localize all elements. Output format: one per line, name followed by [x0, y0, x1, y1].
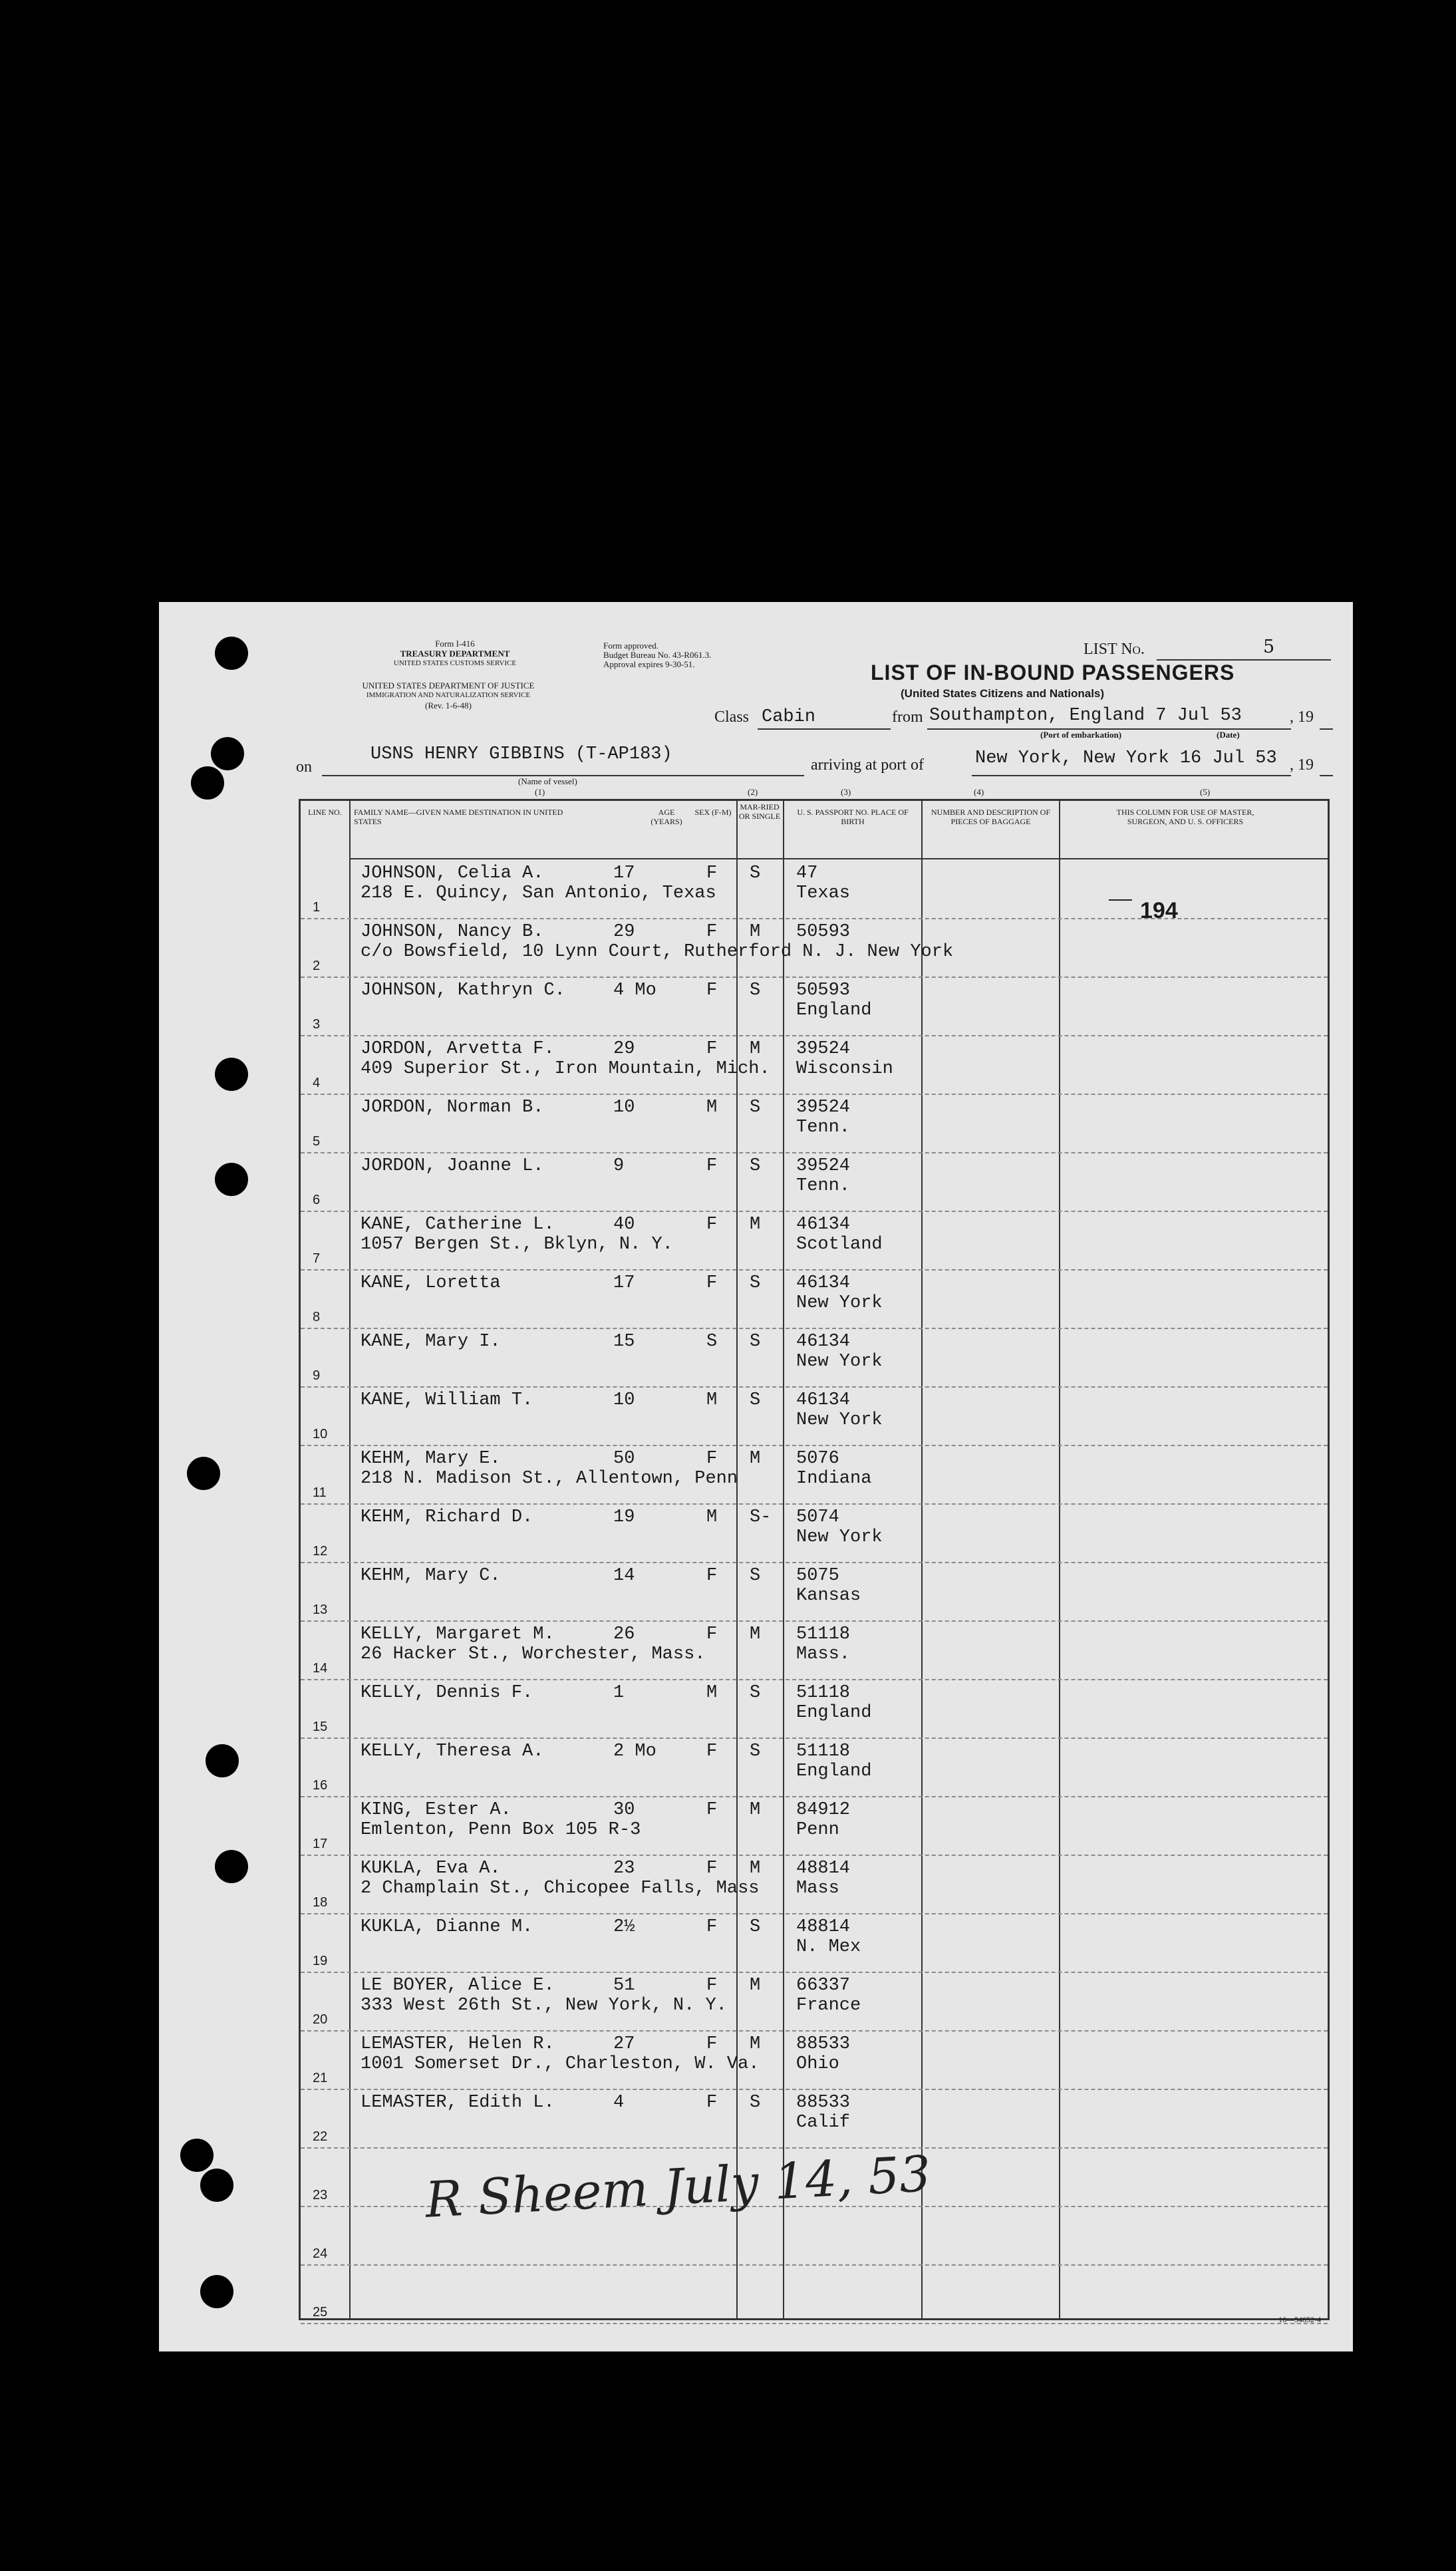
passenger-destination: 26 Hacker St., Worchester, Mass. — [361, 1644, 706, 1664]
passenger-age: 1 — [613, 1683, 625, 1703]
place-of-birth: Tenn. — [796, 1118, 851, 1137]
line-number: 8 — [313, 1310, 321, 1324]
binder-hole — [187, 1457, 220, 1490]
passenger-marital-status: S — [750, 1273, 761, 1293]
table-row — [301, 859, 1328, 919]
passenger-sex: F — [706, 2034, 718, 2054]
line-number: 6 — [313, 1193, 321, 1207]
passenger-destination: 1001 Somerset Dr., Charleston, W. Va. — [361, 2054, 760, 2074]
passenger-sex: F — [706, 1273, 718, 1293]
date-label: (Date) — [1217, 730, 1240, 740]
place-of-birth: Mass — [796, 1879, 839, 1898]
table-row — [301, 1972, 1328, 2032]
passenger-marital-status: M — [750, 1976, 761, 1996]
passport-number: 39524 — [796, 1098, 851, 1118]
line-number: 16 — [313, 1778, 328, 1793]
approval-line-3: Approval expires 9-30-51. — [603, 659, 695, 669]
passenger-name: KANE, William T. — [361, 1390, 533, 1410]
passenger-sex: F — [706, 1741, 718, 1761]
line-number: 11 — [313, 1485, 327, 1500]
table-row — [301, 2089, 1328, 2149]
passenger-age: 29 — [613, 1039, 635, 1059]
passenger-name: KELLY, Dennis F. — [361, 1683, 533, 1703]
passenger-marital-status: M — [750, 1449, 761, 1469]
passenger-name: JORDON, Arvetta F. — [361, 1039, 555, 1059]
passenger-marital-status: S — [750, 981, 761, 1000]
passenger-marital-status: S — [750, 1390, 761, 1410]
passport-number: 88533 — [796, 2034, 851, 2054]
passenger-sex: F — [706, 1215, 718, 1235]
vessel-label: (Name of vessel) — [518, 776, 577, 786]
passport-number: 5075 — [796, 1566, 839, 1586]
passenger-table — [299, 799, 1330, 2320]
place-of-birth: Calif — [796, 2113, 851, 2133]
passenger-age: 10 — [613, 1390, 635, 1410]
place-of-birth: New York — [796, 1293, 883, 1313]
table-row — [301, 1445, 1328, 1505]
line-number: 14 — [313, 1661, 328, 1676]
header-baggage: NUMBER AND DESCRIPTION OF PIECES OF BAGGAGE — [931, 808, 1051, 826]
passenger-age: 50 — [613, 1449, 635, 1469]
year-1: , 19 — [1290, 708, 1314, 726]
passenger-sex: F — [706, 2093, 718, 2113]
passenger-sex: F — [706, 1917, 718, 1937]
passenger-sex: M — [706, 1683, 718, 1703]
passenger-age: 30 — [613, 1800, 635, 1820]
passenger-marital-status: S — [750, 1741, 761, 1761]
year-1-underline — [1320, 728, 1333, 730]
place-of-birth: Texas — [796, 883, 851, 903]
line-number: 13 — [313, 1602, 328, 1617]
approval-line-2: Budget Bureau No. 43-R061.3. — [603, 650, 712, 660]
place-of-birth: New York — [796, 1527, 883, 1547]
line-number: 21 — [313, 2071, 328, 2085]
place-of-birth: Indiana — [796, 1469, 872, 1489]
passenger-sex: F — [706, 981, 718, 1000]
passenger-destination: Emlenton, Penn Box 105 R-3 — [361, 1820, 641, 1840]
passenger-sex: F — [706, 1624, 718, 1644]
passenger-name: LE BOYER, Alice E. — [361, 1976, 555, 1996]
passenger-name: KANE, Mary I. — [361, 1332, 501, 1352]
header-line-no: LINE NO. — [308, 808, 342, 817]
col-num-3: (3) — [841, 787, 851, 797]
arriving-label: arriving at port of — [811, 756, 924, 774]
dept-ins: IMMIGRATION AND NATURALIZATION SERVICE — [366, 691, 531, 699]
passenger-name: KANE, Loretta — [361, 1273, 501, 1293]
passenger-age: 10 — [613, 1098, 635, 1118]
binder-hole — [191, 766, 224, 800]
table-row — [301, 1503, 1328, 1563]
passenger-sex: F — [706, 1976, 718, 1996]
binder-hole — [180, 2139, 214, 2172]
passenger-marital-status: M — [750, 922, 761, 942]
line-number: 25 — [313, 2305, 328, 2320]
passenger-name: LEMASTER, Helen R. — [361, 2034, 555, 2054]
passport-number: 39524 — [796, 1156, 851, 1176]
place-of-birth: Tenn. — [796, 1176, 851, 1196]
place-of-birth: England — [796, 1761, 872, 1781]
header-name: FAMILY NAME—GIVEN NAME DESTINATION IN UNITED STATES — [354, 808, 563, 826]
arriving-value: New York, New York 16 Jul 53 — [975, 748, 1277, 768]
table-row — [301, 1386, 1328, 1446]
header-sex: SEX (F-M) — [694, 808, 732, 817]
passenger-marital-status: S — [750, 1332, 761, 1352]
class-underline — [758, 728, 891, 730]
table-row — [301, 1620, 1328, 1680]
passport-number: 51118 — [796, 1624, 851, 1644]
table-row — [301, 1562, 1328, 1622]
place-of-birth: England — [796, 1703, 872, 1723]
from-value: Southampton, England 7 Jul 53 — [929, 706, 1242, 726]
place-of-birth: Mass. — [796, 1644, 851, 1664]
passenger-destination: 2 Champlain St., Chicopee Falls, Mass — [361, 1879, 760, 1898]
table-row — [301, 1035, 1328, 1095]
list-no-label: LIST No. — [1084, 641, 1145, 658]
line-number: 2 — [313, 959, 321, 973]
passenger-marital-status: S- — [750, 1507, 772, 1527]
passenger-marital-status: S — [750, 2093, 761, 2113]
passport-number: 66337 — [796, 1976, 851, 1996]
line-number: 19 — [313, 1954, 328, 1968]
passenger-name: JOHNSON, Celia A. — [361, 863, 544, 883]
passenger-name: KANE, Catherine L. — [361, 1215, 555, 1235]
line-number: 4 — [313, 1076, 321, 1090]
passenger-marital-status: M — [750, 1624, 761, 1644]
passenger-age: 40 — [613, 1215, 635, 1235]
passenger-age: 17 — [613, 863, 635, 883]
list-no-value: 5 — [1263, 637, 1275, 657]
passenger-sex: S — [706, 1332, 718, 1352]
document-title: LIST OF IN-BOUND PASSENGERS — [871, 661, 1235, 684]
from-label: from — [892, 708, 923, 726]
passenger-name: KEHM, Mary C. — [361, 1566, 501, 1586]
table-row — [301, 1211, 1328, 1271]
line-number: 7 — [313, 1251, 321, 1266]
passenger-age: 17 — [613, 1273, 635, 1293]
line-number: 24 — [313, 2246, 328, 2261]
table-row — [301, 1796, 1328, 1856]
passenger-destination: 218 N. Madison St., Allentown, Penn — [361, 1469, 738, 1489]
class-value: Cabin — [762, 707, 816, 727]
passenger-marital-status: S — [750, 863, 761, 883]
document-subtitle: (United States Citizens and Nationals) — [901, 687, 1105, 700]
dept-customs: UNITED STATES CUSTOMS SERVICE — [393, 659, 517, 667]
passenger-age: 29 — [613, 922, 635, 942]
passenger-age: 4 Mo — [613, 981, 656, 1000]
place-of-birth: Wisconsin — [796, 1059, 893, 1079]
binder-hole — [200, 2169, 233, 2202]
passenger-destination: 218 E. Quincy, San Antonio, Texas — [361, 883, 716, 903]
table-row — [301, 1094, 1328, 1153]
binder-hole — [215, 637, 248, 670]
line-number: 5 — [313, 1134, 321, 1149]
passenger-sex: M — [706, 1390, 718, 1410]
passenger-name: LEMASTER, Edith L. — [361, 2093, 555, 2113]
year-2: , 19 — [1290, 756, 1314, 774]
passport-number: 46134 — [796, 1273, 851, 1293]
table-row — [301, 1679, 1328, 1739]
table-row — [301, 1913, 1328, 1973]
approval-line-1: Form approved. — [603, 641, 659, 651]
header-age: AGE (YEARS) — [651, 808, 682, 826]
passenger-marital-status: M — [750, 2034, 761, 2054]
passenger-name: JORDON, Norman B. — [361, 1098, 544, 1118]
passenger-marital-status: S — [750, 1156, 761, 1176]
passenger-marital-status: M — [750, 1039, 761, 1059]
place-of-birth: France — [796, 1996, 861, 2016]
passenger-marital-status: M — [750, 1800, 761, 1820]
line-number: 9 — [313, 1368, 321, 1383]
passenger-age: 15 — [613, 1332, 635, 1352]
binder-hole — [215, 1163, 248, 1196]
passenger-name: KUKLA, Eva A. — [361, 1859, 501, 1879]
passenger-sex: F — [706, 1566, 718, 1586]
line-number: 12 — [313, 1544, 328, 1559]
binder-hole — [215, 1850, 248, 1883]
header-passport: U. S. PASSPORT NO. PLACE OF BIRTH — [797, 808, 909, 826]
col-num-4: (4) — [974, 787, 984, 797]
passenger-sex: F — [706, 1859, 718, 1879]
passenger-name: KELLY, Theresa A. — [361, 1741, 544, 1761]
dept-justice: UNITED STATES DEPARTMENT OF JUSTICE — [362, 681, 535, 690]
line-number: 20 — [313, 2012, 328, 2027]
passenger-name: KUKLA, Dianne M. — [361, 1917, 533, 1937]
passenger-name: KEHM, Mary E. — [361, 1449, 501, 1469]
passenger-name: KEHM, Richard D. — [361, 1507, 533, 1527]
passport-number: 50593 — [796, 922, 851, 942]
handwritten-signature: R Sheem July 14, 53 — [424, 2145, 933, 2229]
passenger-sex: F — [706, 1449, 718, 1469]
table-row — [301, 1328, 1328, 1388]
passenger-name: JORDON, Joanne L. — [361, 1156, 544, 1176]
vessel-name: USNS HENRY GIBBINS (T-AP183) — [370, 744, 672, 764]
on-label: on — [296, 758, 312, 776]
dept-treasury: TREASURY DEPARTMENT — [400, 649, 510, 659]
passenger-age: 2 Mo — [613, 1741, 656, 1761]
place-of-birth: Scotland — [796, 1235, 883, 1255]
passenger-age: 4 — [613, 2093, 625, 2113]
table-row — [301, 1738, 1328, 1797]
passenger-age: 23 — [613, 1859, 635, 1879]
place-of-birth: Ohio — [796, 2054, 839, 2074]
col-num-5: (5) — [1200, 787, 1211, 797]
passenger-age: 51 — [613, 1976, 635, 1996]
passenger-marital-status: S — [750, 1683, 761, 1703]
passport-number: 5076 — [796, 1449, 839, 1469]
line-number: 17 — [313, 1837, 328, 1851]
table-row — [301, 2264, 1328, 2324]
passport-number: 51118 — [796, 1683, 851, 1703]
table-row — [301, 1855, 1328, 1914]
passenger-name: KING, Ester A. — [361, 1800, 511, 1820]
passenger-age: 26 — [613, 1624, 635, 1644]
place-of-birth: New York — [796, 1410, 883, 1430]
table-row — [301, 2030, 1328, 2090]
passenger-marital-status: M — [750, 1215, 761, 1235]
table-row — [301, 977, 1328, 1036]
line-number: 23 — [313, 2188, 328, 2202]
passenger-age: 19 — [613, 1507, 635, 1527]
passenger-sex: F — [706, 1800, 718, 1820]
passenger-name: JOHNSON, Nancy B. — [361, 922, 544, 942]
header-officers: THIS COLUMN FOR USE OF MASTER, SURGEON, AND U. S. OFFICERS — [1116, 808, 1254, 826]
passenger-name: JOHNSON, Kathryn C. — [361, 981, 565, 1000]
binder-hole — [211, 737, 244, 770]
passenger-marital-status: S — [750, 1098, 761, 1118]
port-embarkation-label: (Port of embarkation) — [1040, 730, 1122, 740]
passport-number: 48814 — [796, 1917, 851, 1937]
passenger-age: 27 — [613, 2034, 635, 2054]
form-revision: (Rev. 1-6-48) — [425, 700, 472, 710]
line-number: 22 — [313, 2129, 328, 2144]
passenger-destination: 1057 Bergen St., Bklyn, N. Y. — [361, 1235, 673, 1255]
footer-code: 16—54652-4 — [1278, 2315, 1321, 2324]
passenger-destination: c/o Bowsfield, 10 Lynn Court, Rutherford N. J. New York — [361, 942, 954, 962]
passenger-age: 2½ — [613, 1917, 635, 1937]
passport-number: 46134 — [796, 1215, 851, 1235]
class-label: Class — [714, 708, 750, 726]
binder-hole — [206, 1744, 239, 1777]
passenger-sex: F — [706, 922, 718, 942]
passenger-age: 14 — [613, 1566, 635, 1586]
passport-number: 5074 — [796, 1507, 839, 1527]
place-of-birth: N. Mex — [796, 1937, 861, 1957]
passenger-destination: 333 West 26th St., New York, N. Y. — [361, 1996, 727, 2016]
line-number: 1 — [313, 900, 321, 915]
table-row — [301, 918, 1328, 978]
place-of-birth: England — [796, 1000, 872, 1020]
binder-hole — [200, 2275, 233, 2308]
place-of-birth: Penn — [796, 1820, 839, 1840]
col-num-1: (1) — [535, 787, 545, 797]
passport-number: 46134 — [796, 1390, 851, 1410]
passport-number: 46134 — [796, 1332, 851, 1352]
arriving-underline — [972, 775, 1291, 776]
header-married: MAR-RIED OR SINGLE — [738, 802, 781, 821]
passenger-sex: F — [706, 1156, 718, 1176]
passenger-sex: M — [706, 1098, 718, 1118]
place-of-birth: New York — [796, 1352, 883, 1372]
passenger-list-document — [159, 602, 1353, 2351]
line-number: 3 — [313, 1017, 321, 1032]
passenger-destination: 409 Superior St., Iron Mountain, Mich. — [361, 1059, 770, 1079]
passport-number: 48814 — [796, 1859, 851, 1879]
passenger-sex: F — [706, 863, 718, 883]
year-2-underline — [1320, 775, 1333, 776]
passenger-sex: M — [706, 1507, 718, 1527]
officer-note: 194 — [1140, 898, 1178, 923]
passenger-marital-status: S — [750, 1566, 761, 1586]
passenger-name: KELLY, Margaret M. — [361, 1624, 555, 1644]
passenger-sex: F — [706, 1039, 718, 1059]
binder-hole — [215, 1058, 248, 1091]
passport-number: 84912 — [796, 1800, 851, 1820]
line-number: 15 — [313, 1720, 328, 1734]
line-number: 18 — [313, 1895, 328, 1910]
place-of-birth: Kansas — [796, 1586, 861, 1606]
passport-number: 39524 — [796, 1039, 851, 1059]
passenger-marital-status: S — [750, 1917, 761, 1937]
passport-number: 50593 — [796, 981, 851, 1000]
table-row — [301, 1152, 1328, 1212]
table-row — [301, 1269, 1328, 1329]
line-number: 10 — [313, 1427, 328, 1441]
passport-number: 47 — [796, 863, 818, 883]
form-number: Form I-416 — [435, 639, 475, 649]
passenger-age: 9 — [613, 1156, 625, 1176]
col-num-2: (2) — [748, 787, 758, 797]
passport-number: 88533 — [796, 2093, 851, 2113]
passenger-marital-status: M — [750, 1859, 761, 1879]
passport-number: 51118 — [796, 1741, 851, 1761]
